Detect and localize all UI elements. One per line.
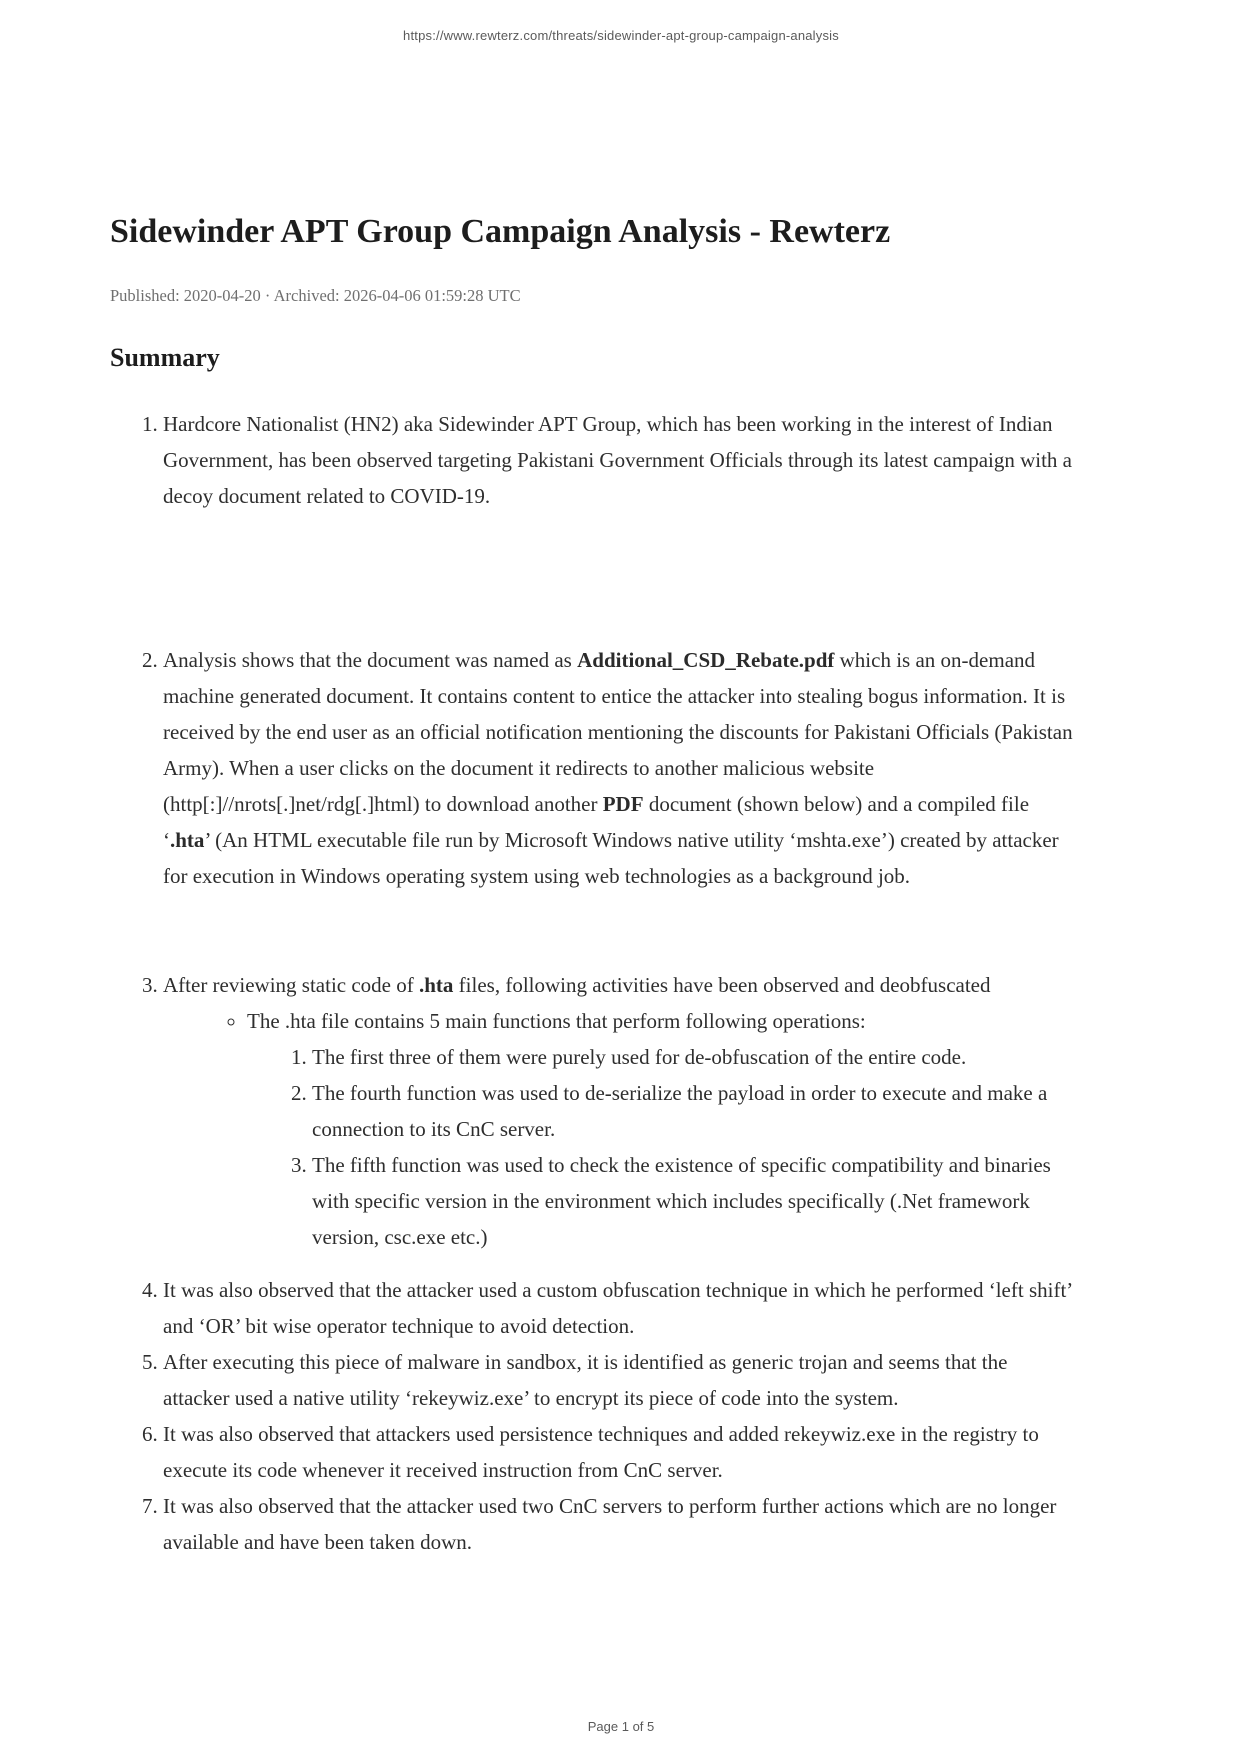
summary-item: [163, 1272, 1073, 1344]
sub-numbered-list: [247, 1039, 1073, 1255]
sub-numbered-item: 1. The first three of them were purely used for de-obfuscation of the entire code.: [312, 1039, 1073, 1075]
bold-text: .hta: [170, 827, 205, 852]
summary-item: [163, 1416, 1073, 1488]
sub-numbered-item: 3. The fifth function was used to check the existence of specific compatibility and binaries with specific version in the environment which includes specifically (.Net framework version, csc.exe etc.): [312, 1147, 1073, 1255]
summary-item: [163, 642, 1073, 894]
article-meta: Published: 2020-04-20 · Archived: 2026-04-06 01:59:28 UTC: [110, 285, 521, 305]
summary-item: [163, 1344, 1073, 1416]
print-footer-page-number: Page 1 of 5: [587, 1719, 655, 1734]
text: files, following activities have been observed and deobfuscated: [453, 972, 991, 997]
text: It was also observed that attackers used persistence techniques and added rekeywiz.exe in the registry to execute its code whenever it received instruction from CnC server.: [163, 1421, 1039, 1482]
section-title-summary: Summary: [110, 342, 220, 372]
summary-item: [163, 406, 1073, 514]
summary-list: [110, 406, 1073, 1560]
text: After reviewing static code of: [163, 972, 419, 997]
article-content: [110, 0, 1073, 1560]
bold-text: Additional_CSD_Rebate.pdf: [577, 647, 835, 672]
text: After executing this piece of malware in sandbox, it is identified as generic trojan and seems that the attacker used a native utility ‘rekeywiz.exe’ to encrypt its piece of code into the system.: [163, 1349, 1008, 1410]
sub-bullet-item: ◦ The .hta file contains 5 main functions that perform following operations: 1. The first three of them were purely used for de-obfuscation of the entire code. 2. The fourth function was used to de-serialize the payload in order to execute and make a connection to its CnC server. 3. The fifth function was used to check the existence of specific compatibility and binaries with specific version in the environment which includes specifically (.Net framework version, csc.exe etc.): [247, 1003, 1073, 1255]
summary-item: [163, 1488, 1073, 1560]
bold-text: PDF: [602, 791, 644, 816]
text: Hardcore Nationalist (HN2) aka Sidewinder APT Group, which has been working in the interest of Indian Government, has been observed targeting Pakistani Government Officials through its latest campaign with a decoy document related to COVID-19.: [163, 411, 1072, 508]
print-header-url: https://www.rewterz.com/threats/sidewinder-apt-group-campaign-analysis: [403, 28, 839, 43]
text: It was also observed that the attacker used a custom obfuscation technique in which he performed ‘left shift’ and ‘OR’ bit wise operator technique to avoid detection.: [163, 1277, 1072, 1338]
text: It was also observed that the attacker used two CnC servers to perform further actions which are no longer available and have been taken down.: [163, 1493, 1057, 1554]
text: ’ (An HTML executable file run by Microsoft Windows native utility ‘mshta.exe’) created by attacker for execution in Windows operating system using web technologies as a background job.: [163, 827, 1059, 888]
bold-text: .hta: [418, 972, 454, 997]
text: document (shown below) and a compiled file ‘: [163, 791, 1030, 852]
sub-numbered-item: 2. The fourth function was used to de-serialize the payload in order to execute and make a connection to its CnC server.: [312, 1075, 1073, 1147]
summary-item: [163, 967, 1073, 1255]
article-title: Sidewinder APT Group Campaign Analysis - Rewterz: [110, 213, 891, 250]
sub-bullet-list: [163, 1003, 1073, 1255]
text: Analysis shows that the document was named as: [163, 647, 578, 672]
text: which is an on-demand machine generated document. It contains content to entice the attacker into stealing bogus information. It is received by the end user as an official notification mentioning the discounts for Pakistani Officials (Pakistan Army). When a user clicks on the document it redirects to another malicious website (http[:]//nrots[.]net/rdg[.]html) to download another: [163, 647, 1073, 816]
